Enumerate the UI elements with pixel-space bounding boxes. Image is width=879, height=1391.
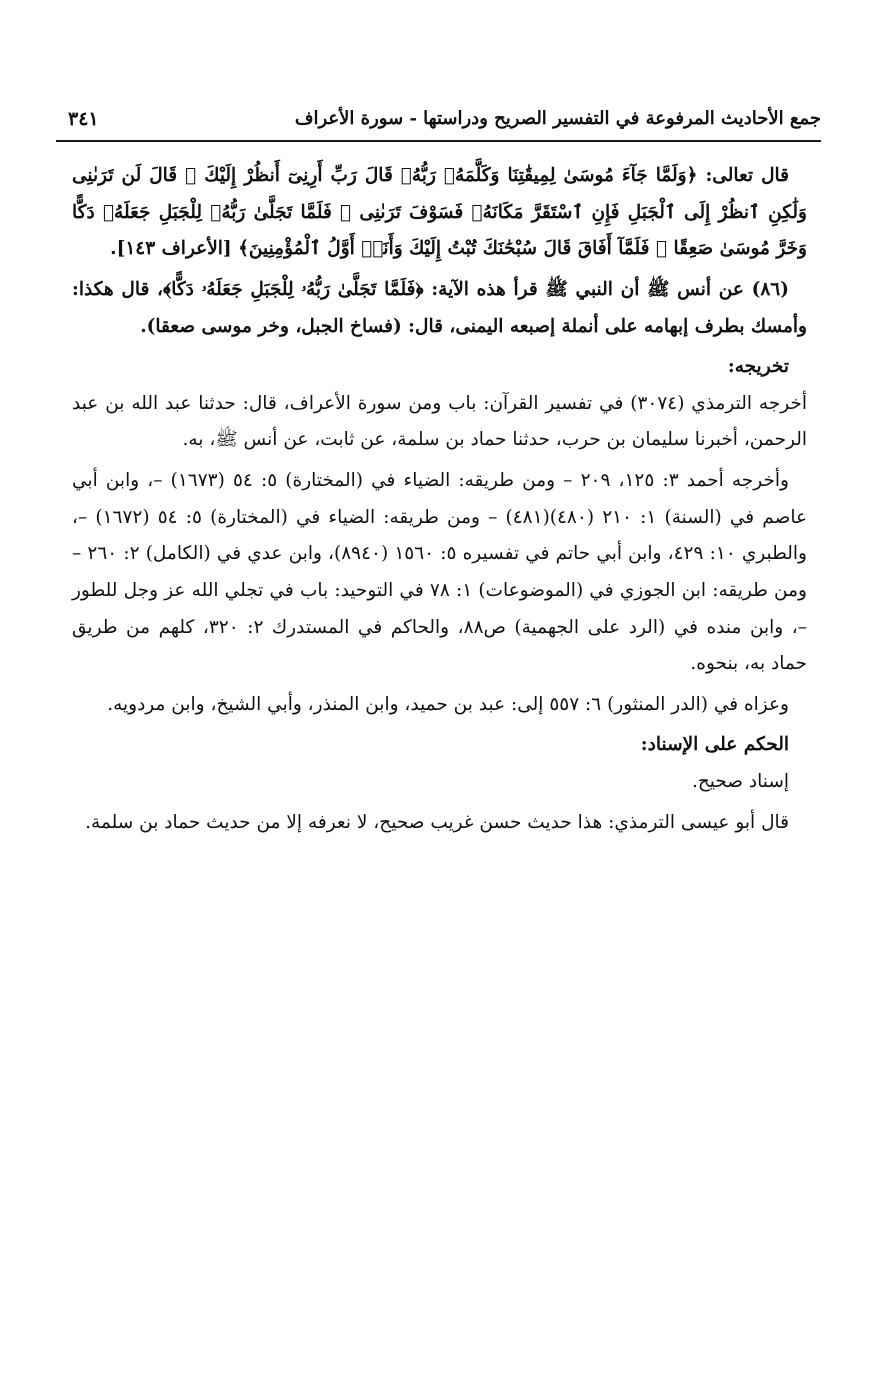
- running-title: جمع الأحاديث المرفوعة في التفسير الصريح ودراستها - سورة الأعراف: [294, 108, 821, 129]
- header-rule: [56, 140, 821, 142]
- verse-paragraph: [72, 158, 807, 268]
- quran-verse: ﴿وَلَمَّا جَآءَ مُوسَىٰ لِمِيقَٰتِنَا وَكَلَّمَهُۥ رَبُّهُۥ قَالَ رَبِّ أَرِنِىٓ أَنظُرْ إِلَيْكَ ۚ قَالَ لَن تَرَىٰنِى وَلَٰكِنِ ٱنظُرْ إِلَى ٱلْجَبَلِ فَإِنِ ٱسْتَقَرَّ مَكَانَهُۥ فَسَوْفَ تَرَىٰنِى ۚ فَلَمَّا تَجَلَّىٰ رَبُّهُۥ لِلْجَبَلِ جَعَلَهُۥ دَكًّا وَخَرَّ مُوسَىٰ صَعِقًا ۚ فَلَمَّآ أَفَاقَ قَالَ سُبْحَٰنَكَ تُبْتُ إِلَيْكَ وَأَنَا۠ أَوَّلُ ٱلْمُؤْمِنِينَ﴾: [72, 165, 807, 260]
- hadith-text: (٨٦) عن أنس ﷺ أن النبي ﷺ قرأ هذه الآية: ﴿فَلَمَّا تَجَلَّىٰ رَبُّهُۥ لِلْجَبَلِ جَعَلَهُۥ دَكًّا﴾، قال هكذا: وأمسك بطرف إبهامه على أنملة إصبعه اليمنى، قال: (فساخ الجبل، وخر موسى صعقا).: [72, 278, 807, 337]
- hukm-heading: الحكم على الإسناد:: [640, 734, 789, 756]
- takhrij-paragraph-2: وأخرجه أحمد ٣: ١٢٥، ٢٠٩ – ومن طريقه: الضياء في (المختارة) ٥: ٥٤ (١٦٧٣) –، وابن أبي عاصم في (السنة) ١: ٢١٠ (٤٨٠)(٤٨١) – ومن طريقه: الضياء في (المختارة) ٥: ٥٤ (١٦٧٢) –، والطبري ١٠: ٤٢٩، وابن أبي حاتم في تفسيره ٥: ١٥٦٠ (٨٩٤٠)، وابن عدي في (الكامل) ٢: ٢٦٠ – ومن طريقه: ابن الجوزي في (الموضوعات) ١: ٧٨ في التوحيد: باب في تجلي الله عز وجل للطور –، وابن منده في (الرد على الجهمية) ص٨٨، والحاكم في المستدرك ٢: ٣٢٠، كلهم من طريق حماد به، بنحوه.: [72, 470, 807, 675]
- takhrij-paragraph-1: أخرجه الترمذي (٣٠٧٤) في تفسير القرآن: باب ومن سورة الأعراف، قال: حدثنا عبد الله بن عبد الرحمن، أخبرنا سليمان بن حرب، حدثنا حماد بن سلمة، عن ثابت، عن أنس ﷺ، به.: [72, 392, 807, 451]
- hukm-paragraph-1: إسناد صحيح.: [691, 771, 789, 792]
- page-header: [56, 108, 821, 142]
- hukm-paragraph-2: قال أبو عيسى الترمذي: هذا حديث حسن غريب صحيح، لا نعرفه إلا من حديث حماد بن سلمة.: [85, 811, 789, 833]
- page-number: ٣٤١: [68, 108, 99, 130]
- verse-lead: قال تعالى:: [705, 165, 789, 186]
- takhrij-paragraph-3: وعزاه في (الدر المنثور) ٦: ٥٥٧ إلى: عبد بن حميد، وابن المنذر، وأبي الشيخ، وابن مردويه.: [107, 693, 789, 715]
- takhrij-heading: تخريجه:: [727, 356, 789, 378]
- page-content: [72, 158, 807, 845]
- verse-reference: [الأعراف ١٤٣].: [110, 238, 232, 260]
